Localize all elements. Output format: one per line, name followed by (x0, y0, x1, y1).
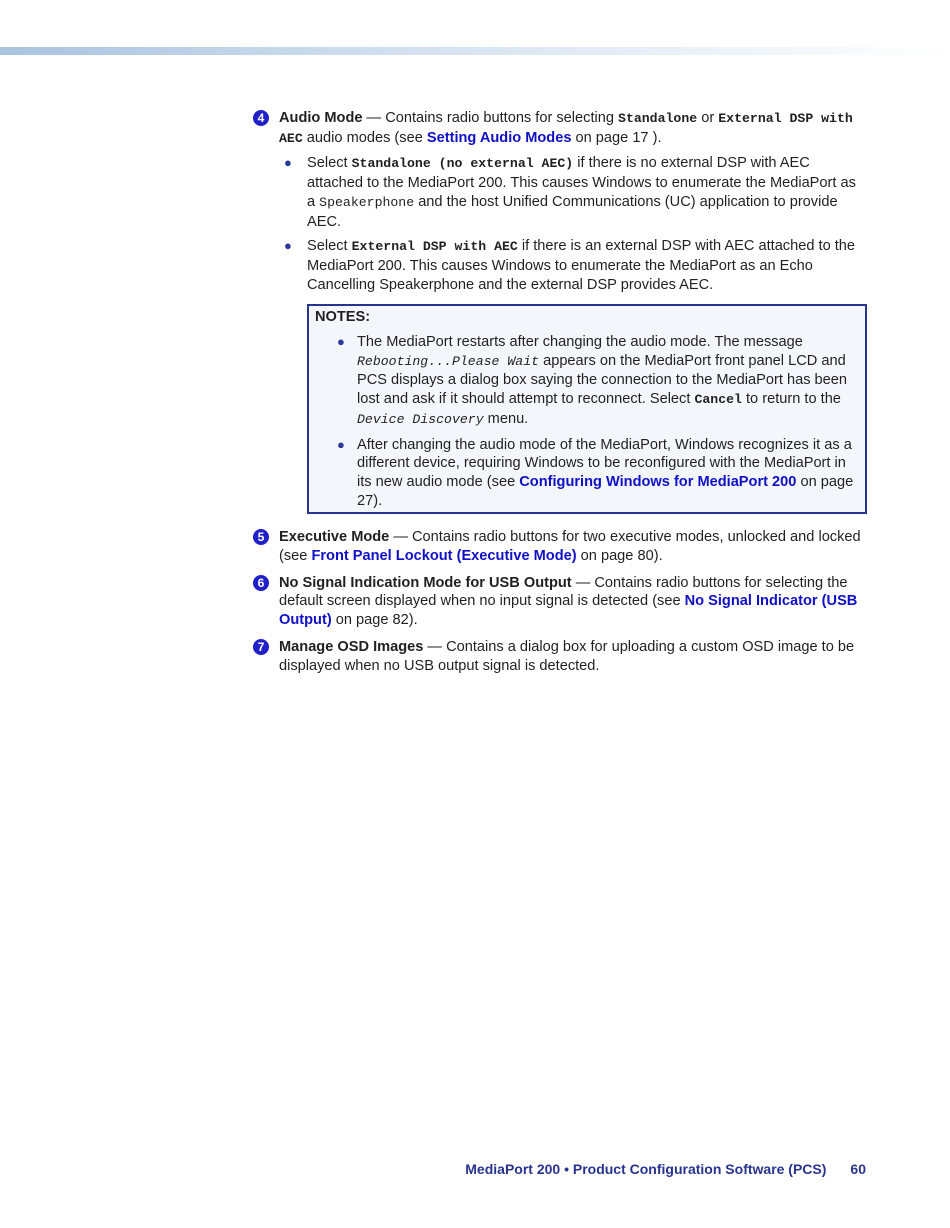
code-text: Rebooting...Please Wait (357, 353, 540, 369)
note-text: The MediaPort restarts after changing the audio mode. The message (357, 334, 803, 351)
bullet-dot-icon: ● (284, 238, 292, 254)
link-setting-audio-modes[interactable]: Setting Audio Modes (426, 129, 572, 146)
note-item (315, 436, 859, 511)
item-description: — Contains radio buttons for selecting (362, 110, 619, 126)
page-content (253, 109, 867, 683)
item-title: Executive Mode (279, 529, 390, 546)
code-text: Device Discovery (357, 411, 484, 427)
bullet-item (279, 154, 867, 231)
notes-title: NOTES: (315, 309, 371, 326)
item-description: on page 80). (576, 548, 663, 565)
notes-box (307, 304, 867, 514)
item-number-badge: 7 (253, 639, 269, 655)
code-text: Standalone (618, 111, 698, 126)
footer-title: MediaPort 200 • Product Configuration Software (PCS) (465, 1161, 827, 1177)
item-title: No Signal Indication Mode for USB Output (279, 574, 572, 591)
code-text: Cancel (694, 392, 742, 408)
item-description: or (697, 110, 719, 126)
link-no-signal-indicator[interactable]: No Signal Indicator (USB Output) (279, 593, 858, 629)
bullet-text: Select (307, 155, 352, 172)
bullet-text: if there is no external DSP with AEC attached to the MediaPort 200. This causes Windows to enumerate the MediaPort as a (307, 155, 856, 210)
header-accent-bar (0, 47, 950, 55)
bullet-dot-icon: ● (337, 436, 345, 452)
bullet-text: if there is an external DSP with AEC attached to the MediaPort 200. This causes Windows to enumerate the MediaPort as an Echo Cancelling Speakerphone and the external DSP provides AEC. (307, 238, 856, 293)
code-text: Speakerphone (319, 194, 415, 210)
item-number-badge: 5 (253, 529, 269, 545)
code-text: External DSP with AEC (279, 111, 853, 146)
code-text: Standalone (no external AEC) (351, 156, 574, 172)
item-title: Manage OSD Images (279, 638, 424, 655)
code-text: External DSP with AEC (351, 239, 518, 255)
item-title: Audio Mode (279, 110, 363, 126)
item-number-badge: 4 (253, 110, 269, 126)
bullet-text: Select (307, 238, 352, 255)
note-text: After changing the audio mode of the MediaPort, Windows recognizes it as a different device, requiring Windows to be reconfigured with the MediaPort in its new audio mode (see (357, 436, 852, 490)
list-item-audio-mode (253, 109, 867, 514)
item-description: — Contains a dialog box for uploading a custom OSD image to be displayed when no USB output signal is detected. (279, 638, 855, 674)
link-configuring-windows[interactable]: Configuring Windows for MediaPort 200 (519, 473, 797, 490)
bullet-text: and the host Unified Communications (UC) application to provide AEC. (307, 193, 838, 230)
list-item-no-signal-mode (253, 574, 867, 630)
list-item-manage-osd-images (253, 638, 867, 675)
item-description: — Contains radio buttons for two executive modes, unlocked and locked (see (279, 529, 861, 565)
page-footer (465, 1161, 866, 1177)
note-item (315, 333, 859, 430)
bullet-item (279, 237, 867, 294)
item-description: — Contains radio buttons for selecting the default screen displayed when no input signal is detected (see (279, 574, 848, 610)
link-front-panel-lockout[interactable]: Front Panel Lockout (Executive Mode) (311, 548, 577, 565)
item-description: on page 17 ). (571, 129, 662, 146)
item-description: on page 82). (331, 612, 418, 629)
item-number-badge: 6 (253, 575, 269, 591)
note-text: appears on the MediaPort front panel LCD and PCS displays a dialog box saying the connection to the MediaPort has been lost and ask if it should attempt to reconnect. Select (357, 352, 848, 408)
bullet-dot-icon: ● (284, 155, 292, 171)
note-text: on page 27). (357, 473, 854, 509)
note-text: menu. (483, 410, 529, 427)
item-description: audio modes (see (302, 129, 427, 146)
bullet-dot-icon: ● (337, 334, 345, 350)
note-text: to return to the (741, 391, 841, 408)
page-number: 60 (850, 1161, 866, 1177)
list-item-executive-mode (253, 528, 867, 565)
